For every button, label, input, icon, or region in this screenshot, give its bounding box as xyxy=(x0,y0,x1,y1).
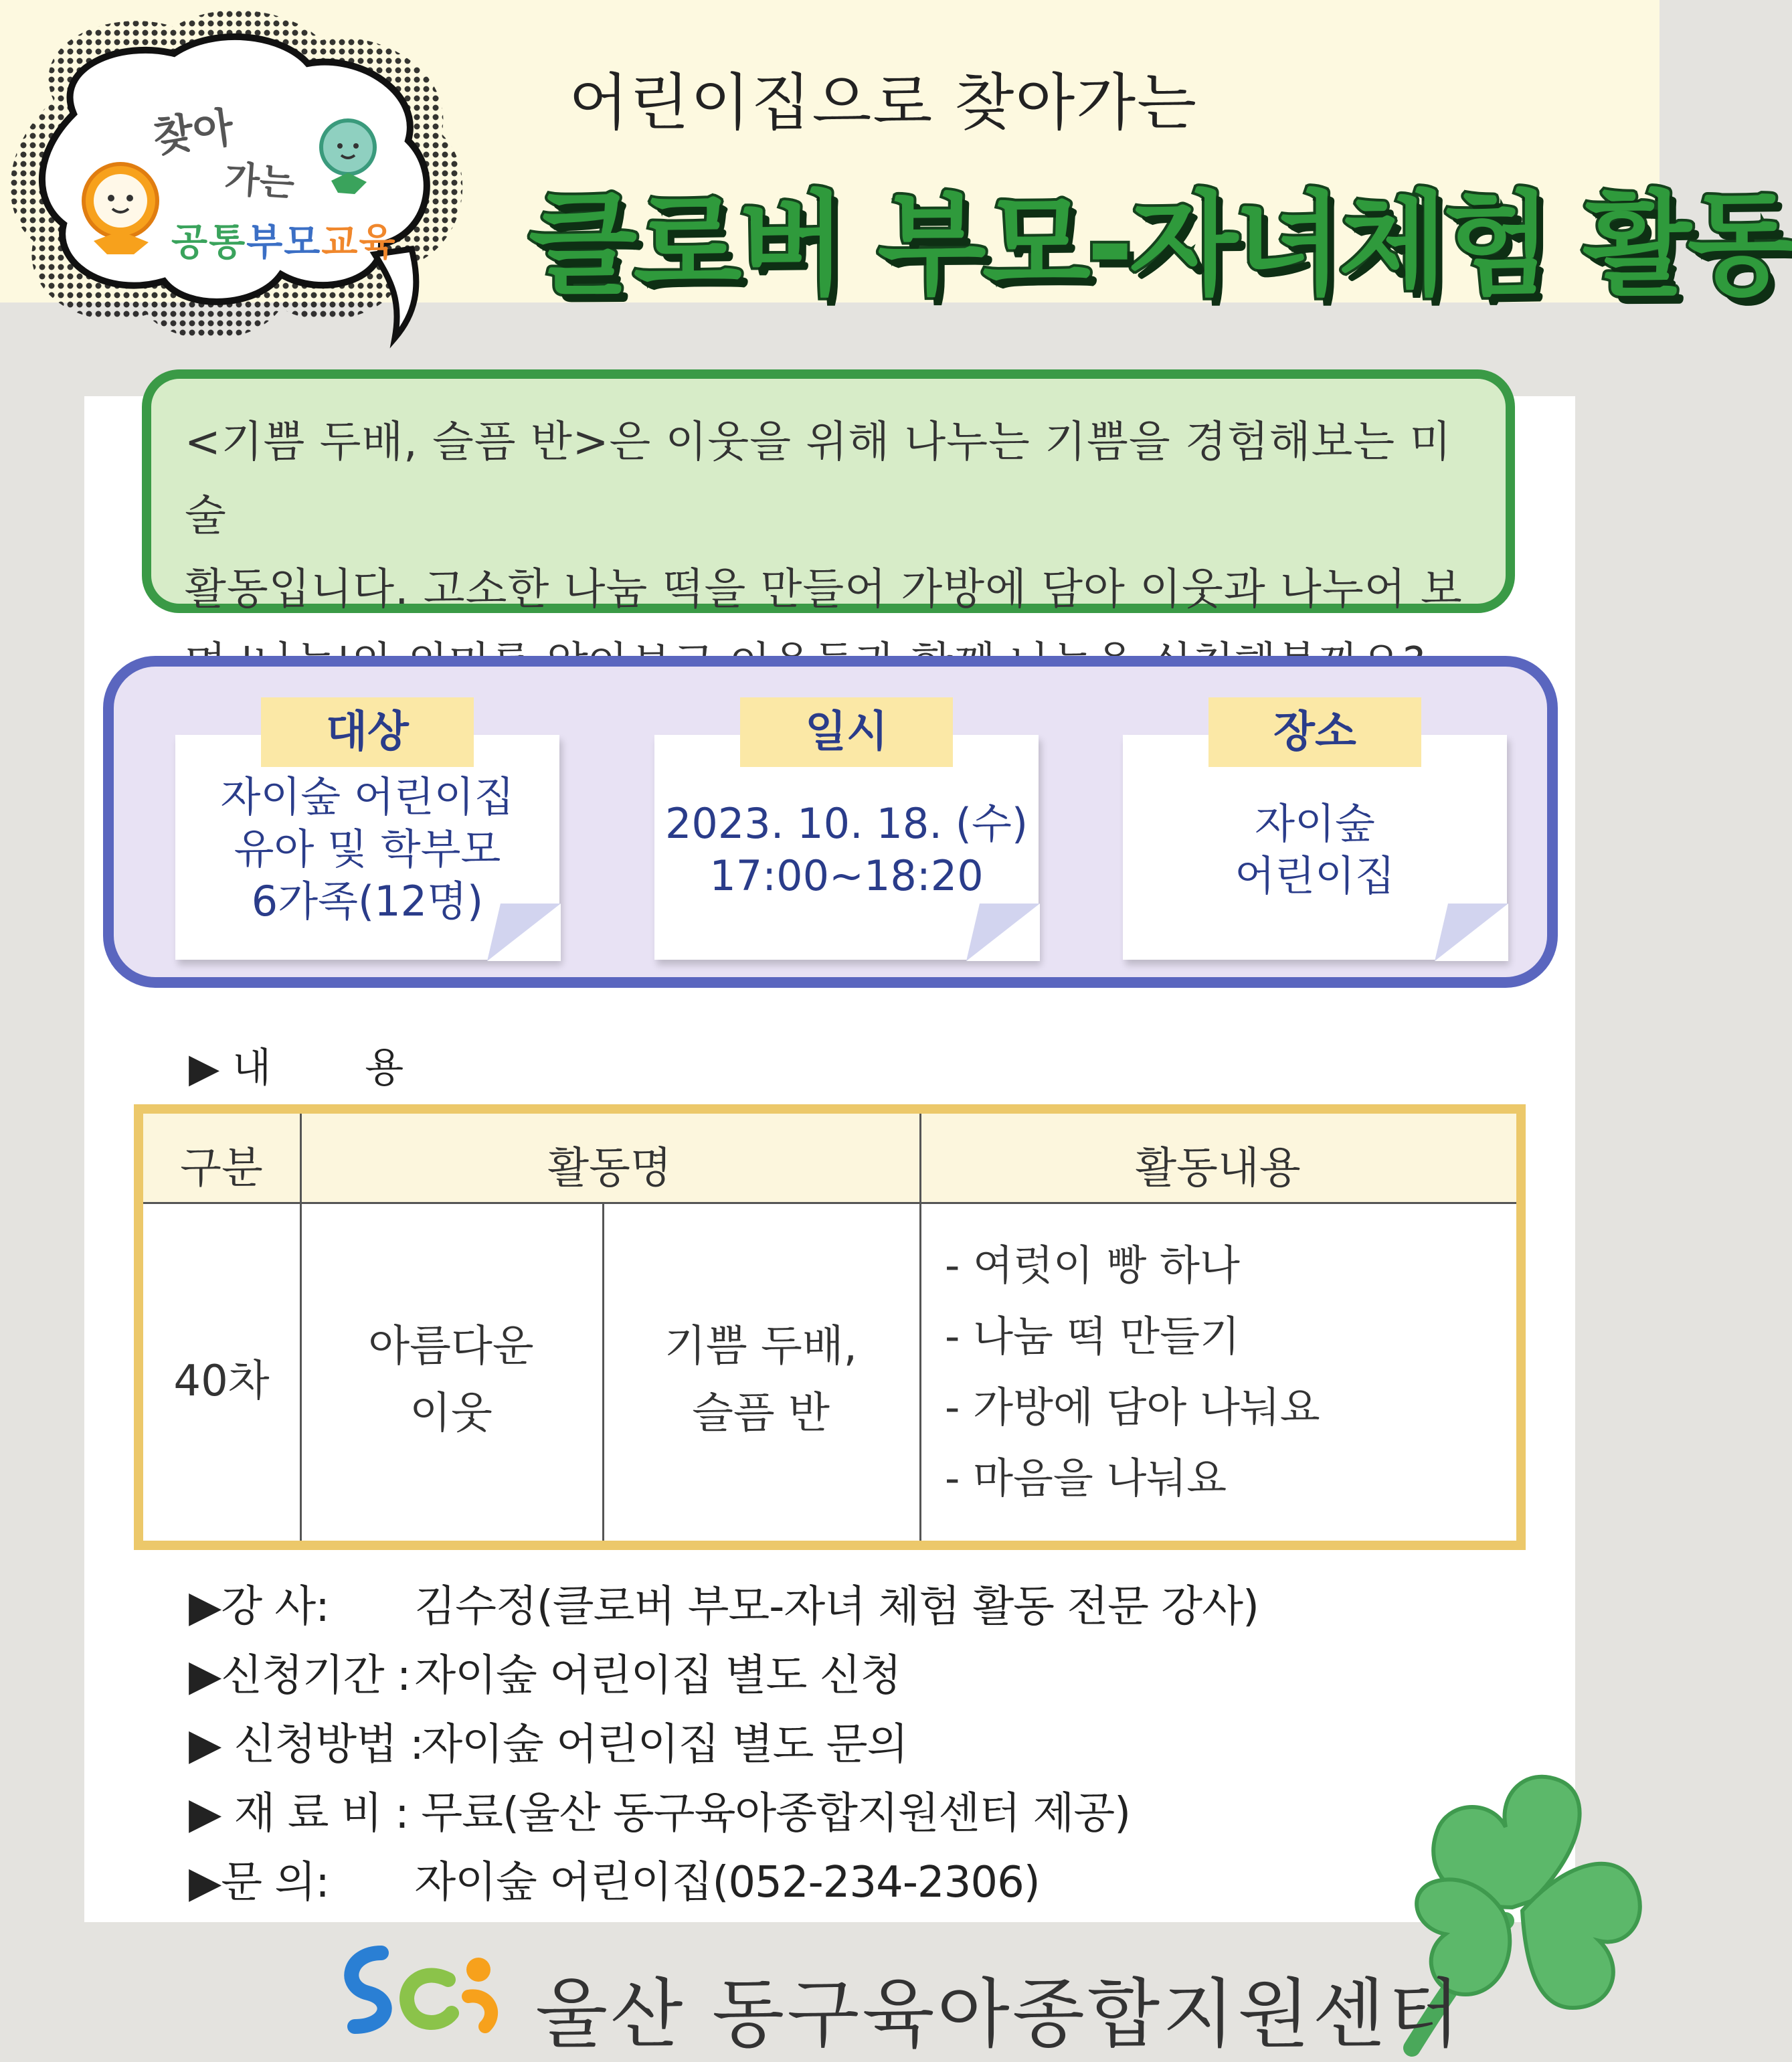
detail-item: - 나눔 떡 만들기 xyxy=(945,1312,1240,1361)
detail-label: ▶신청기간 : xyxy=(189,1651,411,1701)
cell-theme xyxy=(300,1313,602,1447)
detail-label: ▶ 신청방법 : xyxy=(189,1720,424,1770)
content-heading-b: 용 xyxy=(365,1045,404,1092)
table-divider xyxy=(143,1202,1516,1204)
logo-word-education: 교육 xyxy=(321,221,397,264)
target-line: 유아 및 학부모 xyxy=(234,825,501,873)
page-fold-icon xyxy=(1435,904,1508,961)
datetime-card xyxy=(654,707,1039,960)
place-line: 어린이집 xyxy=(1235,851,1395,900)
detail-label: ▶문 의: xyxy=(189,1858,329,1907)
detail-row-inquiry xyxy=(189,1849,1259,1917)
detail-item: - 가방에 담아 나눠요 xyxy=(945,1383,1320,1432)
detail-value: 김수정(클로버 부모-자녀 체험 활동 전문 강사) xyxy=(401,1582,1259,1632)
page-fold-icon xyxy=(966,904,1040,961)
datetime-label: 일시 xyxy=(740,697,953,767)
detail-value: 무료(울산 동구육아종합지원센터 제공) xyxy=(408,1789,1131,1838)
cell-category: 40차 xyxy=(173,1357,270,1406)
program-logo xyxy=(0,0,482,361)
details-list xyxy=(189,1573,1259,1917)
detail-row-application-method xyxy=(189,1711,1259,1780)
intro-box xyxy=(142,369,1515,613)
detail-row-instructor xyxy=(189,1573,1259,1642)
place-label: 장소 xyxy=(1208,697,1421,767)
detail-value: 자이숲 어린이집 별도 신청 xyxy=(401,1651,901,1701)
intro-line: 활동입니다. 고소한 나눔 떡을 만들어 가방에 담아 이웃과 나누어 보 xyxy=(185,565,1463,614)
place-card xyxy=(1123,707,1507,960)
center-name: 울산 동구육아종합지원센터 xyxy=(535,1971,1463,2058)
detail-item: - 여럿이 빵 하나 xyxy=(945,1241,1240,1290)
detail-row-material-fee xyxy=(189,1780,1259,1849)
activity-table xyxy=(134,1104,1526,1550)
content-heading xyxy=(189,1036,404,1094)
page-subtitle: 어린이집으로 찾아가는 xyxy=(569,67,1198,139)
target-card xyxy=(175,707,559,960)
place-body xyxy=(1123,798,1507,902)
logo-line-3 xyxy=(171,213,397,266)
cell-activity xyxy=(602,1313,919,1447)
cell-details xyxy=(945,1230,1320,1514)
detail-value: 자이숲 어린이집(052-234-2306) xyxy=(401,1858,1040,1907)
detail-row-application-period xyxy=(189,1642,1259,1711)
page-title: 클로버 부모-자녀체험 활동 xyxy=(529,179,1792,311)
arrow-icon: ▶ xyxy=(189,1045,220,1092)
theme-line: 이웃 xyxy=(410,1389,492,1438)
theme-line: 아름다운 xyxy=(368,1322,534,1371)
intro-line: <기쁨 두배, 슬픔 반>은 이웃을 위해 나누는 기쁨을 경험해보는 미술 xyxy=(185,418,1452,541)
logo-word-common: 공통 xyxy=(171,221,247,264)
logo-line-1: 찾아 xyxy=(150,102,236,162)
place-line: 자이숲 xyxy=(1255,799,1375,848)
target-label: 대상 xyxy=(261,697,474,767)
datetime-line: 2023. 10. 18. (수) xyxy=(664,799,1028,848)
datetime-line: 17:00~18:20 xyxy=(709,851,984,900)
content-heading-a: 내 xyxy=(232,1045,272,1092)
datetime-body xyxy=(654,798,1039,902)
header-activity-name: 활동명 xyxy=(547,1144,672,1193)
center-logo-icon xyxy=(335,1940,522,2040)
detail-item: - 마음을 나눠요 xyxy=(945,1454,1227,1502)
activity-line: 슬픔 반 xyxy=(692,1389,830,1438)
activity-line: 기쁨 두배, xyxy=(664,1322,857,1371)
page-fold-icon xyxy=(487,904,561,961)
target-line: 6가족(12명) xyxy=(251,877,484,926)
logo-word-parent: 부모 xyxy=(246,221,322,264)
detail-label: ▶강 사: xyxy=(189,1582,329,1632)
header-activity-content: 활동내용 xyxy=(1135,1144,1301,1193)
info-box xyxy=(103,656,1558,988)
header-category: 구분 xyxy=(180,1144,263,1193)
detail-label: ▶ 재 료 비 : xyxy=(189,1789,409,1838)
logo-line-2: 가는 xyxy=(223,157,296,205)
target-line: 자이숲 어린이집 xyxy=(220,772,515,821)
detail-value: 자이숲 어린이집 별도 문의 xyxy=(408,1720,908,1770)
